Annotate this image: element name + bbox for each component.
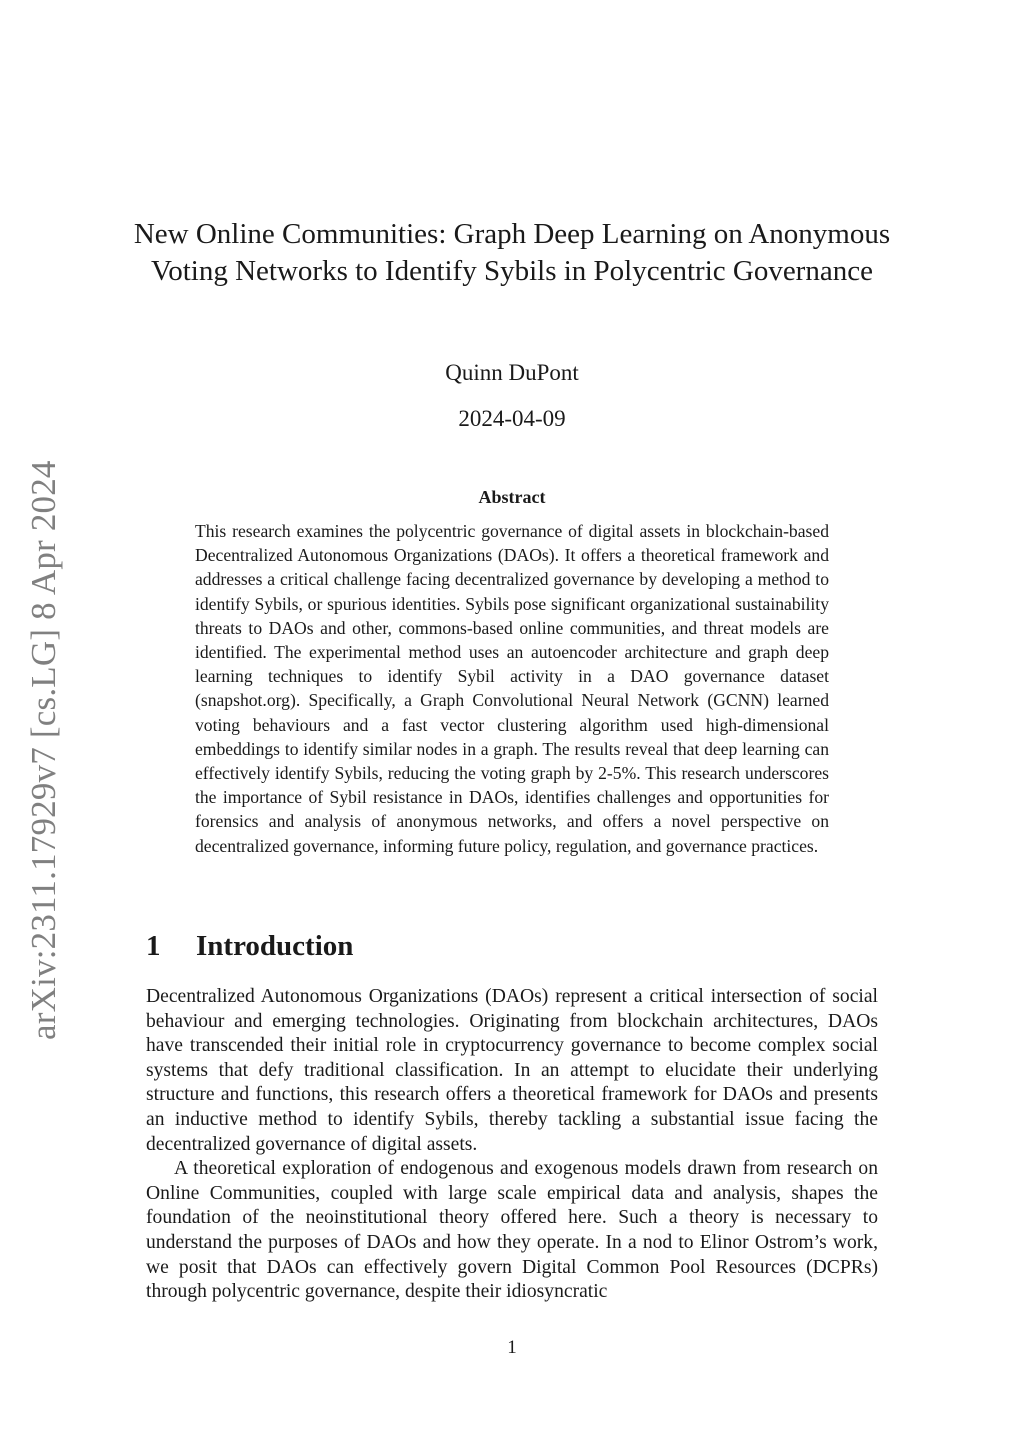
section-number: 1 (146, 930, 161, 962)
abstract-text: This research examines the polycentric governance of digital assets in blockchain-based Decentralized Autonomous Organizations (DAOs). It offers a theoretical framework and addresses a critical challenge facing decentralized governance by developing a method to identify Sybils, or spurious identities. Sybils pose significant organizational sustainability threats to DAOs and other, commons-based online communities, and threat models are identified. The experimental method uses an autoencoder architecture and graph deep learning techniques to identify Sybil activity in a DAO governance dataset (snapshot.org). Specifically, a Graph Convolutional Neural Network (GCNN) learned voting behaviours and a fast vector clustering algorithm used high-dimensional embeddings to identify similar nodes in a graph. The results reveal that deep learning can effectively identify Sybils, reducing the voting graph by 2-5%. This research underscores the importance of Sybil resistance in DAOs, identifies challenges and opportunities for forensics and analysis of anonymous networks, and offers a novel perspective on decentralized governance, informing future policy, regulation, and governance practices. (195, 521, 829, 856)
page-number: 1 (507, 1337, 517, 1358)
section-heading-introduction (146, 928, 353, 964)
paper-title: New Online Communities: Graph Deep Learning on Anonymous Voting Networks to Identify Sybils in Polycentric Governance (133, 218, 891, 287)
publication-date: 2024-04-09 (458, 406, 566, 431)
paragraph: A theoretical exploration of endogenous and exogenous models drawn from research on Online Communities, coupled with large scale empirical data and analysis, shapes the foundation of the neoinstitutional theory offered here. Such a theory is necessary to understand the purposes of DAOs and how they operate. In a nod to Elinor Ostrom’s work, we posit that DAOs can effectively govern Digital Common Pool Resources (DCPRs) through polycentric governance, despite their idiosyncratic (146, 1158, 878, 1303)
abstract-heading: Abstract (478, 487, 546, 507)
section-title: Introduction (196, 930, 354, 962)
author-name: Quinn DuPont (445, 360, 579, 385)
arxiv-identifier: arXiv:2311.17929v7 [cs.LG] 8 Apr 2024 (24, 460, 63, 1040)
introduction-body (146, 985, 878, 1305)
paragraph: Decentralized Autonomous Organizations (DAOs) represent a critical intersection of social behaviour and emerging technologies. Originating from blockchain architectures, DAOs have transcended their initial role in cryptocurrency governance to become complex social systems that defy traditional classification. In an attempt to elucidate their underlying structure and functions, this research offers a theoretical framework for DAOs and presents an inductive method to identify Sybils, thereby tackling a substantial issue facing the decentralized governance of digital assets. (146, 986, 878, 1155)
